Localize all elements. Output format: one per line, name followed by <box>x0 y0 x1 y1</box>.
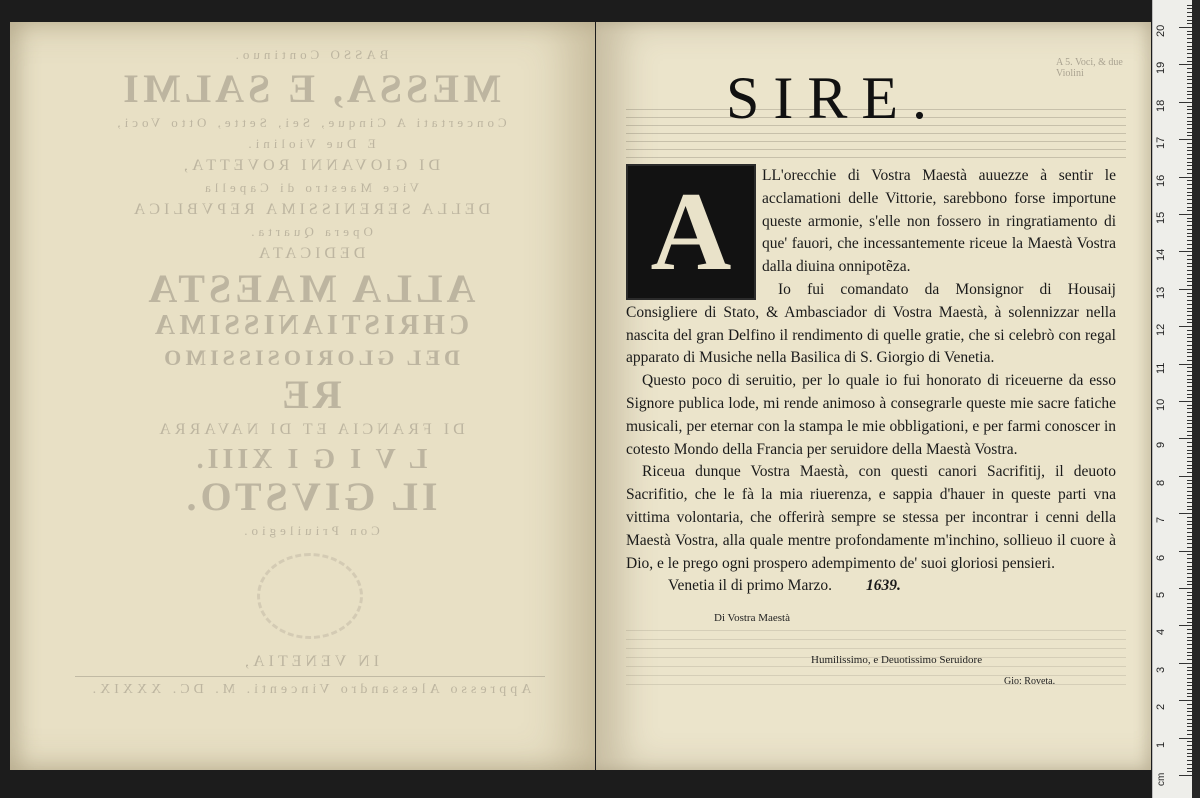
ruler-tick <box>1179 476 1193 477</box>
ruler-number: 20 <box>1155 24 1167 37</box>
dedication-body <box>626 165 1116 598</box>
ruler-number: 10 <box>1155 398 1167 411</box>
ruler-number: 18 <box>1155 99 1167 112</box>
ruler-number: 3 <box>1155 666 1167 673</box>
frame-edge <box>1192 0 1200 798</box>
ruler-tick <box>1179 513 1193 514</box>
ruler-number: 11 <box>1155 362 1167 374</box>
signature-closing: Humilissimo, e Deuotissimo Seruidore <box>811 654 983 666</box>
ruler-number: 9 <box>1155 442 1167 449</box>
bleed-line: ALLA MAESTA <box>144 266 476 311</box>
ruler-number: 12 <box>1155 323 1167 337</box>
ruler-tick <box>1179 251 1193 252</box>
signature-salutation: Di Vostra Maestà <box>714 612 790 624</box>
ruler-tick <box>1179 214 1193 215</box>
signature-name: Gio: Roveta. <box>1004 676 1056 687</box>
bleed-line: RE <box>278 372 342 417</box>
ruler-tick <box>1179 775 1193 776</box>
ruler-tick <box>1179 139 1193 140</box>
bleed-line: DEDICATA <box>254 245 366 262</box>
recto-page <box>596 22 1151 770</box>
ruler-tick <box>1179 102 1193 103</box>
bleed-line: MESSA, E SALMI <box>119 66 501 111</box>
ruler-number: 4 <box>1155 629 1167 636</box>
ruler-number: 5 <box>1155 591 1167 598</box>
year-text: 1639. <box>866 577 901 595</box>
bleed-line: Con Priuilegio. <box>240 523 380 538</box>
date-line <box>626 575 1116 598</box>
bleed-line: IN VENETIA, <box>241 653 379 670</box>
ruler-tick <box>1179 663 1193 664</box>
bleed-line: BASSO Continuo. <box>231 47 389 62</box>
ruler-number: 15 <box>1155 211 1167 224</box>
verso-page <box>10 22 595 770</box>
ghost-heading: A 5. Voci, & due Violini <box>1056 57 1123 79</box>
bleed-line: DEL GLORIOSISSIMO <box>160 345 460 370</box>
ruler-tick <box>1179 326 1193 327</box>
ruler-number: 19 <box>1155 62 1167 75</box>
ruler-tick <box>1179 401 1193 402</box>
ruler-number: 7 <box>1155 517 1167 524</box>
paragraph: LL'orecchie di Vostra Maestà auuezze à sentir le acclamationi delle Vittorie, sarebbono forse importune queste armonie, s'elle non fossero in ringratiamento di que' fauori, che incessantemente riceue la Maestà Vostra dalla diuina onnipotẽza. <box>762 167 1116 276</box>
printer-emblem-ghost <box>257 553 363 639</box>
ruler-number: 16 <box>1155 174 1167 187</box>
ruler-tick <box>1179 289 1193 290</box>
ruler-tick <box>1179 438 1193 439</box>
bleed-line: L V I G I XIII. <box>192 444 428 475</box>
ruler-tick <box>1179 738 1193 739</box>
date-text: Venetia il di primo Marzo. <box>668 577 832 595</box>
ruler-tick <box>1179 364 1193 365</box>
bleed-line: DI GIOVANNI ROVETTA, <box>179 157 441 174</box>
ruler-number: 8 <box>1155 479 1167 486</box>
ruler-tick <box>1179 64 1193 65</box>
ruler-unit-label: cm <box>1156 772 1167 786</box>
bleed-line: Appresso Alessandro Vincenti. M. DC. XXXIX. <box>88 682 532 697</box>
decorated-initial: A <box>626 164 756 300</box>
ruler-tick <box>1179 27 1193 28</box>
measurement-ruler <box>1152 0 1193 798</box>
ruler-number: 2 <box>1155 704 1167 711</box>
ruler-number: 14 <box>1155 249 1167 262</box>
bleed-line: E Due Violini. <box>244 136 376 151</box>
bleed-line: DELLA SERENISSIMA REPVBLICA <box>129 201 491 218</box>
bleed-line: Concertati A Cinque, Sei, Sette, Otto Voci, <box>113 115 507 130</box>
ruler-tick <box>1179 588 1193 589</box>
show-through-text <box>50 42 570 703</box>
ruler-tick <box>1179 700 1193 701</box>
ruler-number: 1 <box>1155 741 1167 748</box>
bleed-line: Opera Quarta. <box>247 224 373 239</box>
ruler-tick <box>1179 625 1193 626</box>
ruler-tick <box>1179 177 1193 178</box>
bleed-line: IL GIVSTO. <box>182 474 438 519</box>
ruler-number: 6 <box>1155 554 1167 561</box>
bleed-line: CHRISTIANISSIMA <box>150 310 470 341</box>
bleed-line: DI FRANCIA ET DI NAVARRA <box>155 421 465 438</box>
paragraph: Questo poco di seruitio, per lo quale io fui honorato di riceuerne da esso Signore publica lode, mi rende animoso à consegrarle queste mie sacre fatiche musicali, per eternar con la stampa le mie obbligationi, e per farmi conoscer in cotesto Mondo della Francia per seruidore della Maestà Vostra. <box>626 372 1116 458</box>
paragraph: Io fui comandato da Monsignor di Housaij Consigliere di Stato, & Ambasciador di Vostra Maestà, à solennizzar nella nascita del gran Delfino il rendimento di quelle gratie, che si celebrò con regal apparato di Musiche nella Basilica di S. Giorgio di Venetia. <box>626 280 1116 367</box>
paragraph: Riceua dunque Vostra Maestà, con questi canori Sacrifitij, il deuoto Sacrifitio, che le fà la mia riuerenza, e sappia d'hauer in queste parti vna vittima volontaria, che offerirà sempre se stessa per incontrar i cenni della Maestà Vostra, alla quale mentre profondamente m'inchino, sollieuo il cuore à Dio, e le prego ogni prospero adempimento de' suoi gloriosi pensieri. <box>626 463 1116 572</box>
bleed-line: Vice Maestro di Capella <box>201 180 419 195</box>
ruler-tick <box>1179 551 1193 552</box>
ruler-number: 17 <box>1155 136 1167 150</box>
divider <box>75 676 545 677</box>
ruler-number: 13 <box>1155 286 1167 299</box>
page-title: SIRE. <box>726 65 942 131</box>
